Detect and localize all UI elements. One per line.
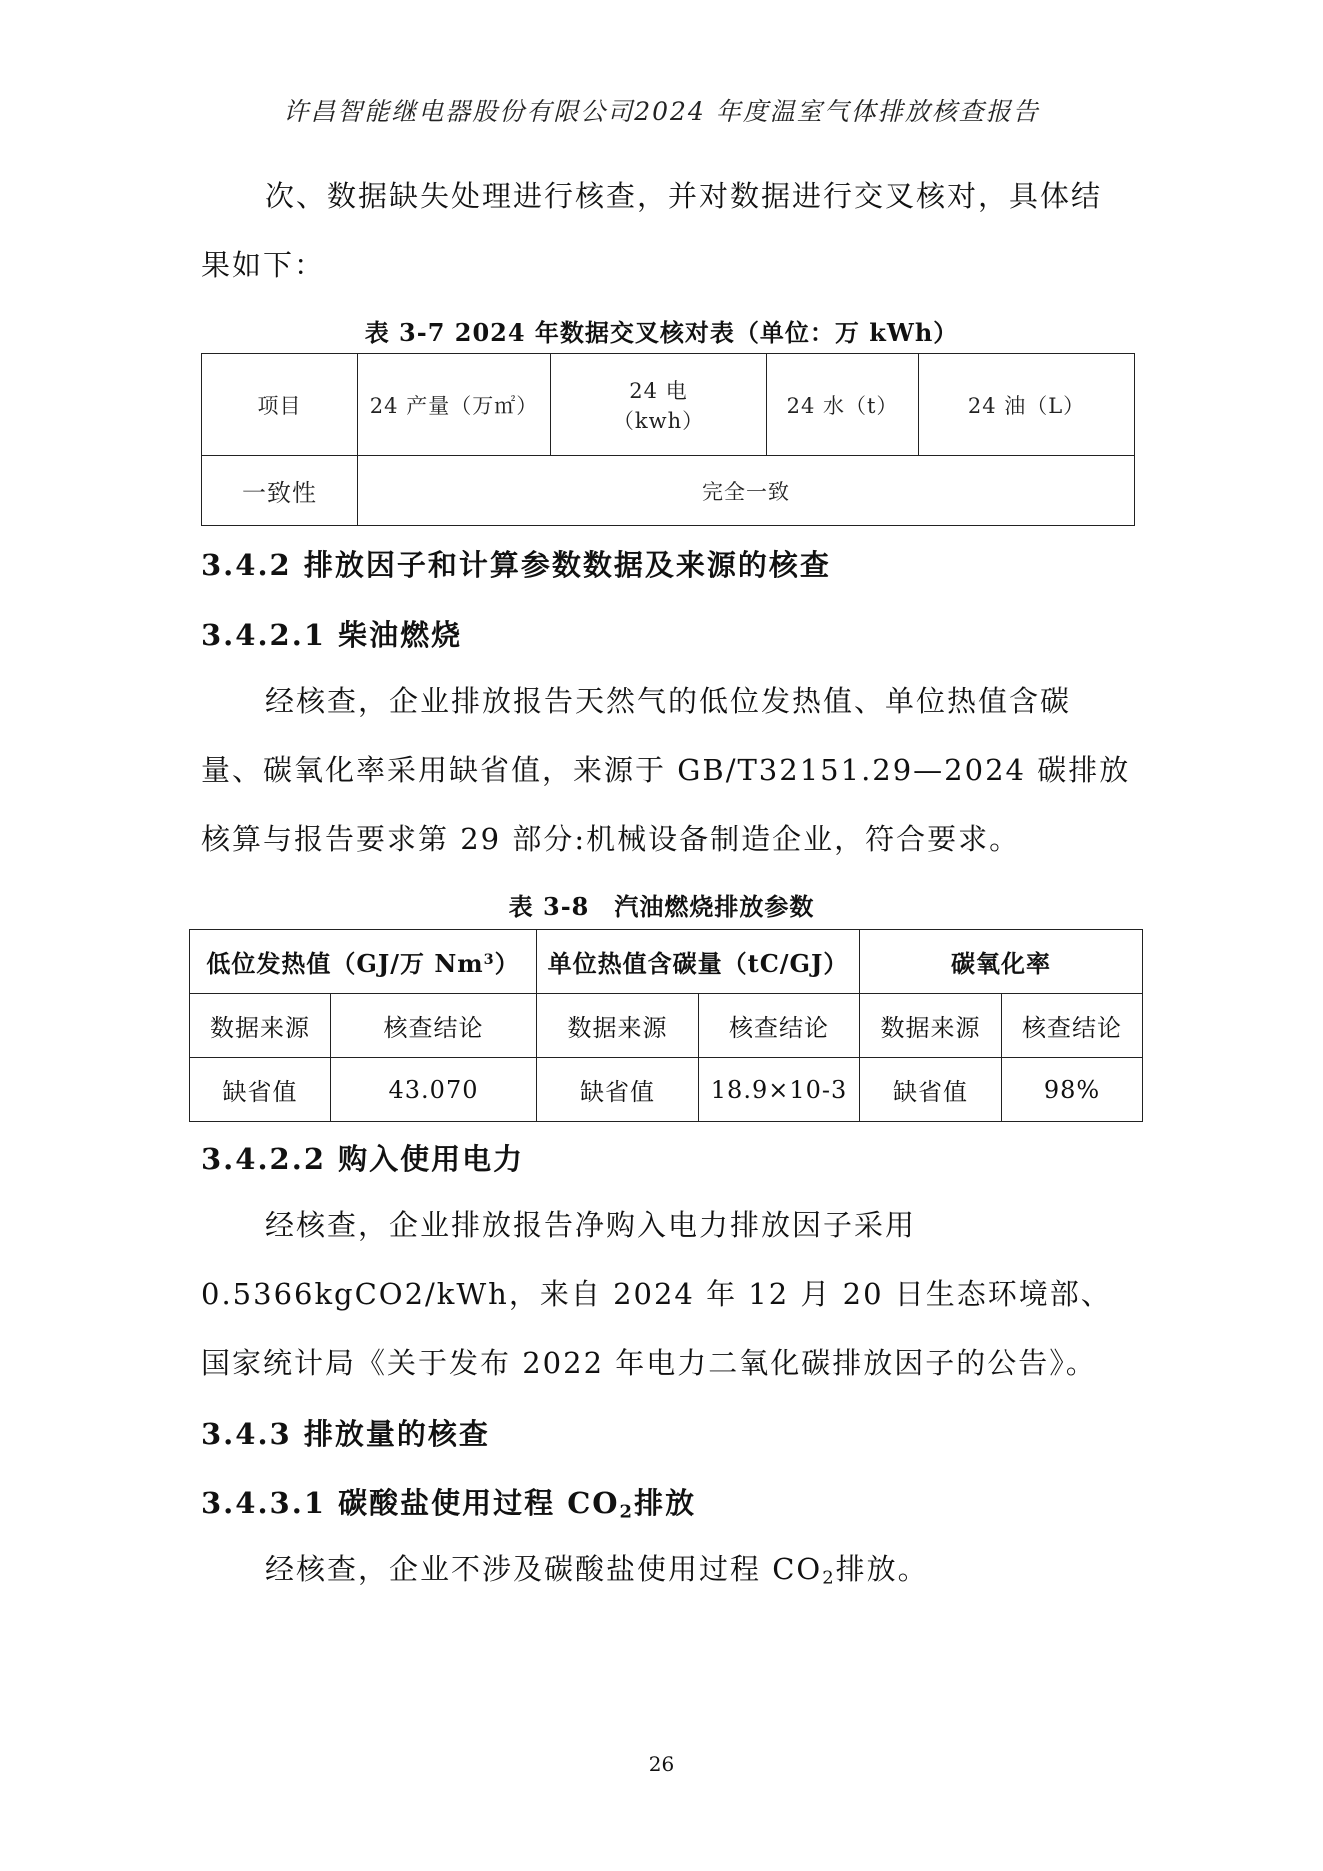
section-3-4-2-1-heading: 3.4.2.1 柴油燃烧 [201,618,463,652]
sub-header-source: 数据来源 [190,994,331,1058]
group-header-row [190,930,1143,994]
header-oil: 24 油（L） [919,354,1135,456]
table-row [202,456,1135,526]
unit-superscript: 3 [483,951,495,969]
group-header-heating-value-suffix: ） [494,949,520,978]
section-3-4-3-1-heading [201,1481,696,1522]
group-header-oxidation-rate: 碳氧化率 [860,930,1143,994]
sub-header-source: 数据来源 [860,994,1002,1058]
consistency-value: 完全一致 [358,456,1135,526]
section-3-4-3-1-text-prefix: 经核查，企业不涉及碳酸盐使用过程 CO [265,1552,823,1586]
group-header-carbon-content: 单位热值含碳量（tC/GJ） [537,930,860,994]
section-3-4-3-1-heading-suffix: 排放 [634,1486,697,1520]
table-3-8-caption: 表 3-8 汽油燃烧排放参数 [508,892,815,921]
section-3-4-3-1-text-suffix: 排放。 [835,1552,929,1586]
table-row [190,1058,1143,1122]
header-item: 项目 [202,354,358,456]
group-header-heating-value [190,930,537,994]
sub-header-conclusion: 核查结论 [1002,994,1143,1058]
table-3-7-caption: 表 3-7 2024 年数据交叉核对表（单位：万 kWh） [364,318,959,347]
section-3-4-2-heading: 3.4.2 排放因子和计算参数数据及来源的核查 [201,548,831,582]
section-3-4-3-1-paragraph [201,1535,1131,1612]
section-3-4-3-1-heading-prefix: 3.4.3.1 碳酸盐使用过程 CO [201,1486,620,1520]
header-water: 24 水（t） [767,354,919,456]
gasoline-parameters-table [189,929,1143,1122]
section-3-4-3-heading: 3.4.3 排放量的核查 [201,1417,490,1451]
value-source: 缺省值 [860,1058,1002,1122]
sub-header-row [190,994,1143,1058]
page-number: 26 [648,1752,675,1776]
section-3-4-2-1-paragraph: 经核查，企业排放报告天然气的低位发热值、单位热值含碳量、碳氧化率采用缺省值，来源于 GB/T32151.29—2024 碳排放核算与报告要求第 29 部分:机械设备制造企业，符合要求。 [201,684,1131,856]
header-electricity: 24 电（kwh） [551,354,767,456]
table-header-row [202,354,1135,456]
value-oxidation-rate: 98% [1002,1058,1143,1122]
intro-paragraph: 次、数据缺失处理进行核查，并对数据进行交叉核对，具体结果如下： [201,179,1103,282]
group-header-heating-value-prefix: 低位发热值（GJ/万 Nm [206,949,484,978]
consistency-label: 一致性 [202,456,358,526]
sub-header-conclusion: 核查结论 [699,994,860,1058]
page-header: 许昌智能继电器股份有限公司2024 年度温室气体排放核查报告 [283,97,1040,126]
cross-check-table [201,353,1135,526]
sub-header-conclusion: 核查结论 [331,994,537,1058]
value-heating-value: 43.070 [331,1058,537,1122]
co2-subscript: 2 [822,1567,836,1589]
value-source: 缺省值 [190,1058,331,1122]
header-output: 24 产量（万㎡） [358,354,551,456]
value-carbon-content: 18.9×10-3 [699,1058,860,1122]
sub-header-source: 数据来源 [537,994,699,1058]
value-source: 缺省值 [537,1058,699,1122]
co2-subscript: 2 [619,1501,635,1523]
section-3-4-2-2-heading: 3.4.2.2 购入使用电力 [201,1142,525,1176]
section-3-4-2-2-paragraph: 经核查，企业排放报告净购入电力排放因子采用 0.5366kgCO2/kWh，来自 2024 年 12 月 20 日生态环境部、国家统计局《关于发布 2022 年电力二氧化碳排放因子的公告》。 [201,1208,1112,1380]
